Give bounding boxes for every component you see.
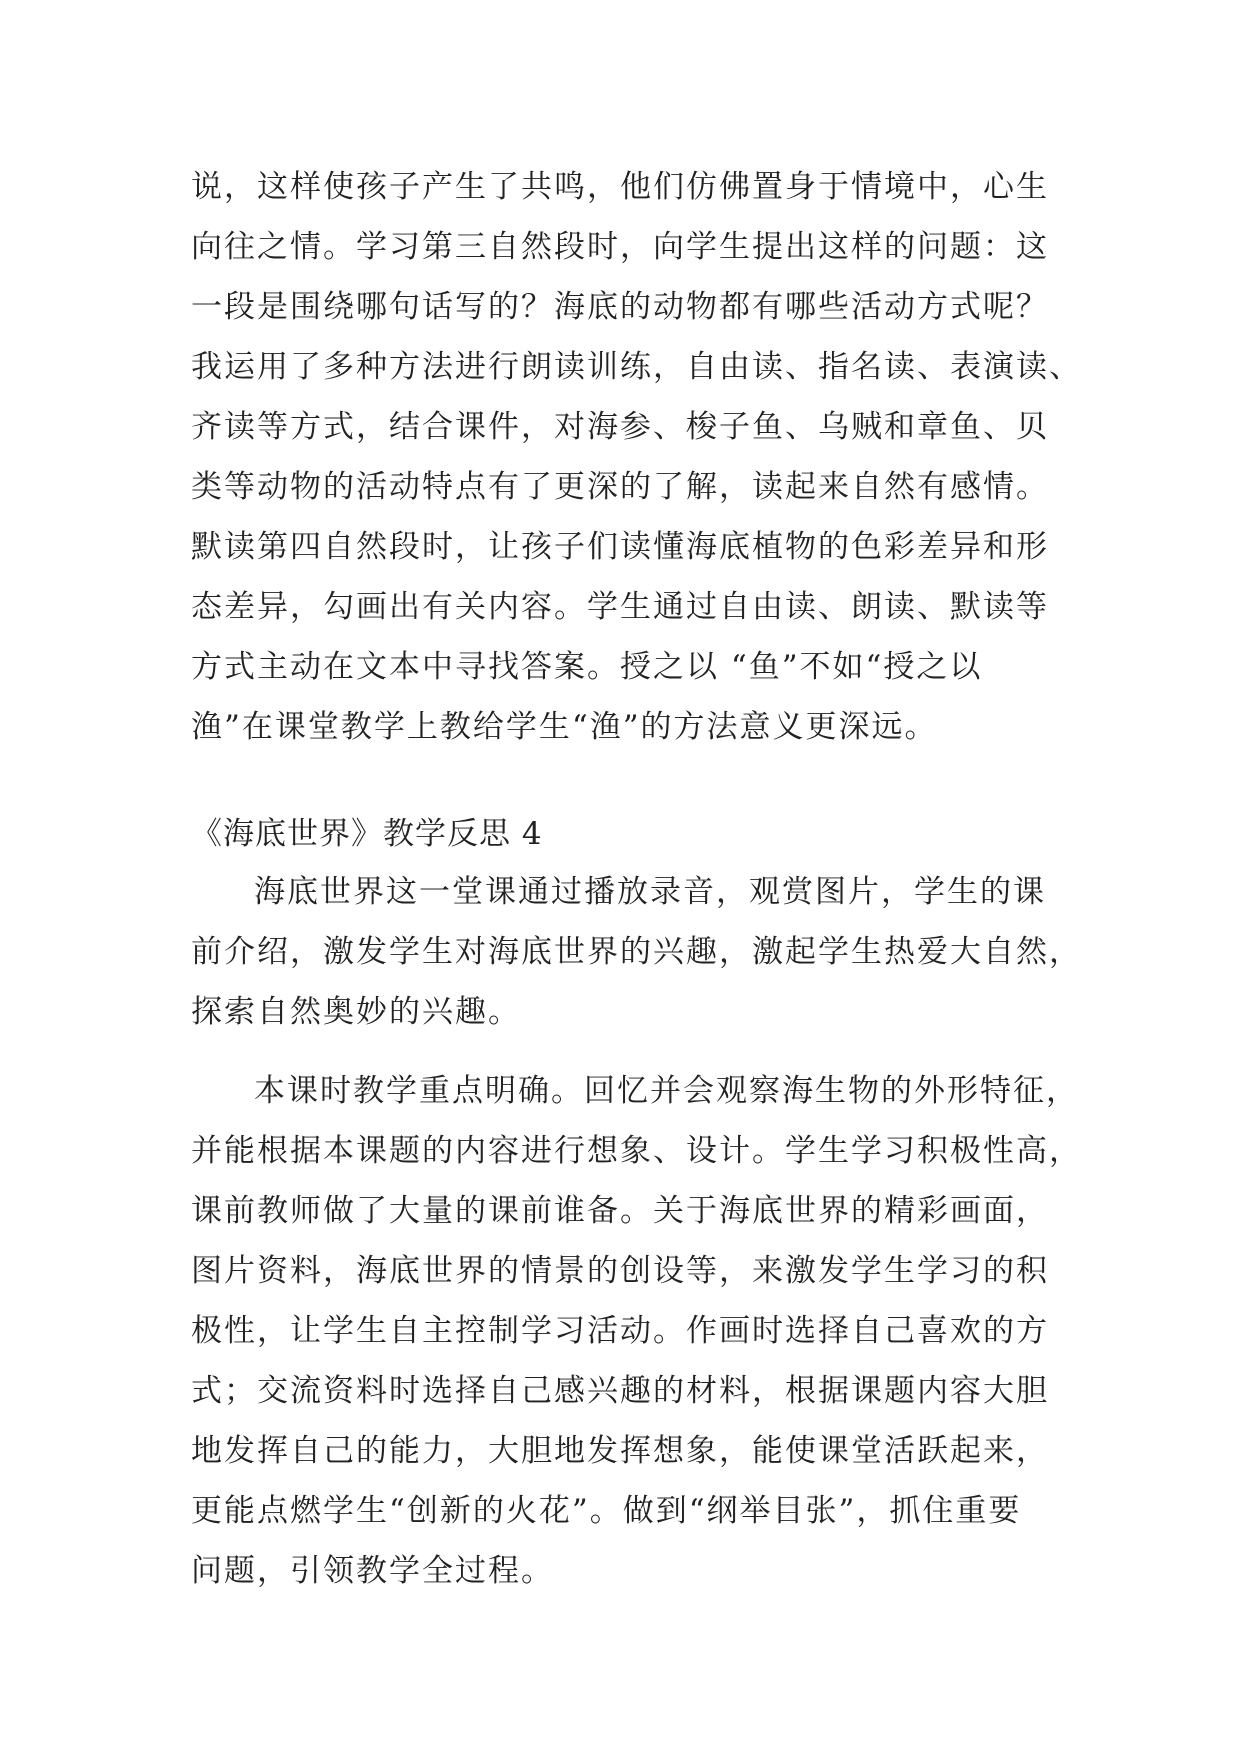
text-line: 类等动物的活动特点有了更深的了解，读起来自然有感情。 [191,469,1049,505]
text-line: 本课时教学重点明确。回忆并会观察海生物的外形特征， [254,1073,1079,1109]
text-line: 海底世界这一堂课通过播放录音，观赏图片，学生的课 [254,874,1046,910]
text-line: 探索自然奥妙的兴趣。 [191,994,521,1030]
section-heading [191,804,1071,864]
paragraph-2 [191,1061,1082,1601]
text-line: 默读第四自然段时，让孩子们读懂海底植物的色彩差异和形 [191,529,1049,565]
text-line: 一段是围绕哪句话写的？海底的动物都有哪些活动方式呢？ [191,289,1049,325]
text-line: 态差异，勾画出有关内容。学生通过自由读、朗读、默读等 [191,589,1049,625]
text-line: 式；交流资料时选择自己感兴趣的材料，根据课题内容大胆 [191,1373,1049,1409]
text-line: 前介绍，激发学生对海底世界的兴趣，激起学生热爱大自然， [191,934,1082,970]
text-line: 问题，引领教学全过程。 [191,1553,554,1589]
text-line: 极性，让学生自主控制学习活动。作画时选择自己喜欢的方 [191,1313,1049,1349]
text-line: 并能根据本课题的内容进行想象、设计。学生学习积极性高， [191,1133,1082,1169]
text-line: 方式主动在文本中寻找答案。授之以 “鱼”不如“授之以 [191,649,983,685]
continued-paragraph [191,157,1082,757]
paragraph-1 [191,862,1082,1042]
text-line: 齐读等方式，结合课件，对海参、梭子鱼、乌贼和章鱼、贝 [191,409,1049,445]
text-line: 更能点燃学生“创新的火花”。做到“纲举目张”，抓住重要 [191,1493,1022,1529]
text-line: 课前教师做了大量的课前谁备。关于海底世界的精彩画面， [191,1193,1049,1229]
text-line: 地发挥自己的能力，大胆地发挥想象，能使课堂活跃起来， [191,1433,1049,1469]
text-line: 图片资料，海底世界的情景的创设等，来激发学生学习的积 [191,1253,1049,1289]
text-line: 渔”在课堂教学上教给学生“渔”的方法意义更深远。 [191,709,938,745]
section-title: 《海底世界》教学反思 4 [191,816,543,852]
text-line: 向往之情。学习第三自然段时，向学生提出这样的问题：这 [191,229,1049,265]
text-line: 说，这样使孩子产生了共鸣，他们仿佛置身于情境中，心生 [191,169,1049,205]
text-line: 我运用了多种方法进行朗读训练，自由读、指名读、表演读、 [191,349,1082,385]
